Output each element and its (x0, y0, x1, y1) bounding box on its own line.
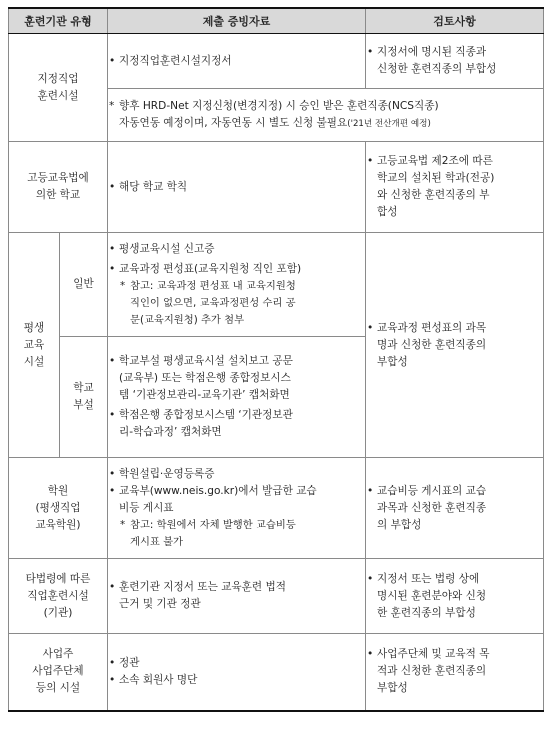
header-evidence: 제출 증빙자료 (108, 8, 366, 34)
subtype-general: 일반 (60, 233, 108, 337)
type-employer: 사업주 사업주단체 등의 시설 (9, 634, 108, 711)
evidence-lifelong-affiliated: • 학교부설 평생교육시설 설치보고 공문 (교육부) 또는 학점은행 종합정보시스 템 ‘기관정보관리-교육기관’ 캡처화면 • 학점은행 종합정보시스템 ‘기관정보관 리-학습과정’ 캡처화면 (108, 337, 366, 458)
designated-note: * 향후 HRD-Net 지정신청(변경지정) 시 승인 받은 훈련직종(NCS직종) 자동연동 예정이며, 자동연동 시 별도 신청 불필요('21년 전산개편 예정) (108, 89, 544, 142)
type-academy: 학원 (평생직업 교육학원) (9, 458, 108, 559)
table-row (9, 142, 544, 233)
evidence-employer: • 정관 • 소속 회원사 명단 (108, 634, 366, 711)
check-designated: • 지정서에 명시된 직종과 신청한 훈련직종의 부합성 (366, 34, 544, 89)
table-row (9, 34, 544, 89)
header-type: 훈련기관 유형 (9, 8, 108, 34)
evidence-other-law: • 훈련기관 지정서 또는 교육훈련 법적 근거 및 기관 정관 (108, 559, 366, 634)
evidence-academy: • 학원설립·운영등록증 • 교육부(www.neis.go.kr)에서 발급한 교습 비등 게시표 * 참고: 학원에서 자체 발행한 교습비등 게시표 불가 (108, 458, 366, 559)
check-school: • 고등교육법 제2조에 따른 학교의 설치된 학과(전공) 와 신청한 훈련직종의 부 합성 (366, 142, 544, 233)
check-employer: • 사업주단체 및 교육적 목 적과 신청한 훈련직종의 부합성 (366, 634, 544, 711)
subtype-affiliated: 학교 부설 (60, 337, 108, 458)
type-school: 고등교육법에 의한 학교 (9, 142, 108, 233)
table-row (9, 458, 544, 559)
evidence-designated: • 지정직업훈련시설지정서 (108, 34, 366, 89)
check-lifelong: • 교육과정 편성표의 과목 명과 신청한 훈련직종의 부합성 (366, 233, 544, 458)
type-lifelong: 평생 교육 시설 (9, 233, 60, 458)
table-header-row (9, 8, 544, 34)
table-row (9, 634, 544, 711)
evidence-school: • 해당 학교 학칙 (108, 142, 366, 233)
evidence-lifelong-general: • 평생교육시설 신고증 • 교육과정 편성표(교육지원청 직인 포함) * 참고: 교육과정 편성표 내 교육지원청 직인이 없으면, 교육과정편성 수리 공 문(교육지원청) 추가 첨부 (108, 233, 366, 337)
header-check: 검토사항 (366, 8, 544, 34)
table-row (9, 233, 544, 337)
table-row (9, 559, 544, 634)
type-designated: 지정직업 훈련시설 (9, 34, 108, 142)
check-academy: • 교습비등 게시표의 교습 과목과 신청한 훈련직종 의 부합성 (366, 458, 544, 559)
check-other-law: • 지정서 또는 법령 상에 명시된 훈련분야와 신청 한 훈련직종의 부합성 (366, 559, 544, 634)
training-institution-table (8, 7, 544, 712)
type-other-law: 타법령에 따른 직업훈련시설 (기관) (9, 559, 108, 634)
